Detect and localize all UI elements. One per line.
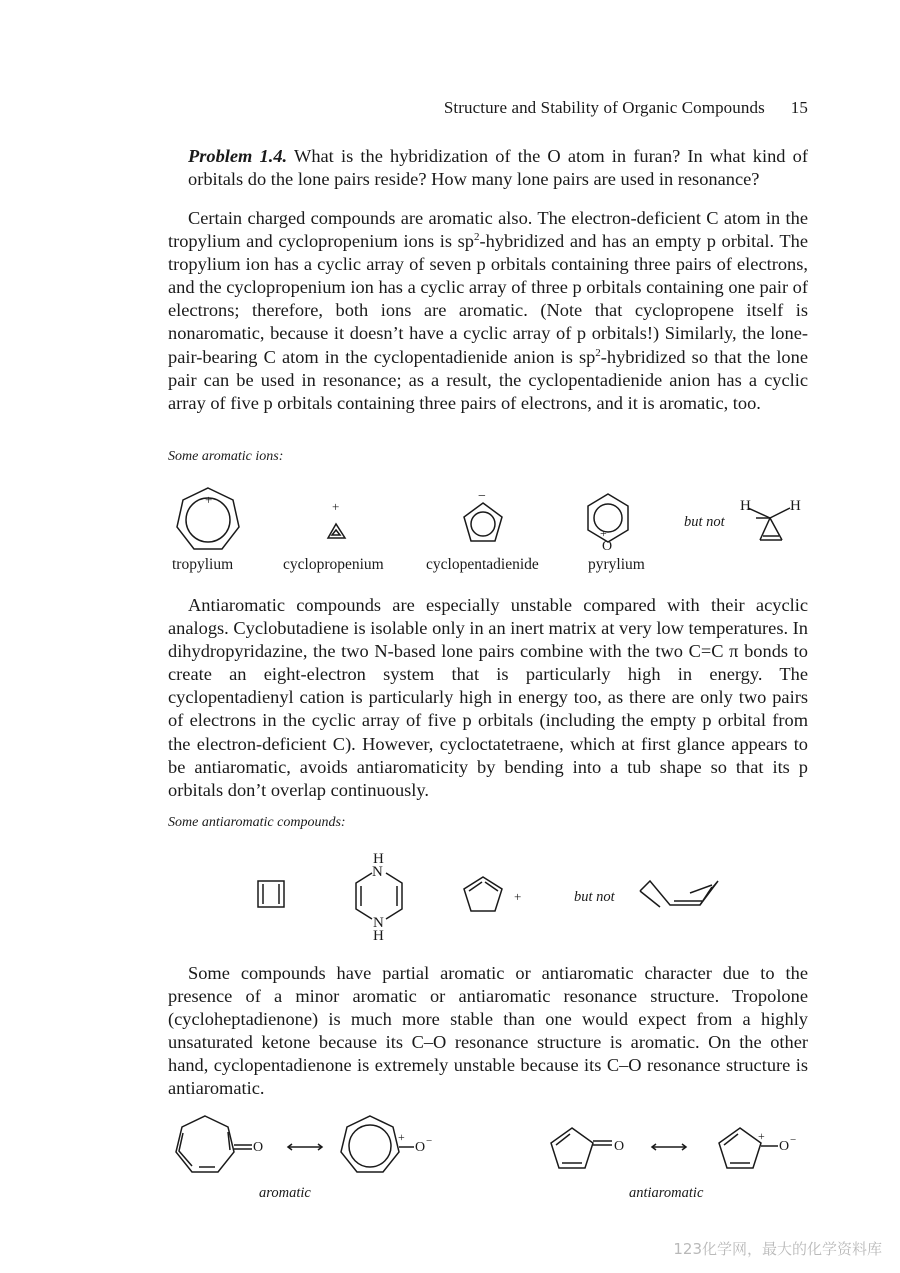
label-antiaromatic: antiaromatic (629, 1185, 704, 1201)
problem-text: What is the hybridization of the O atom in furan? In what kind of orbitals do the lone pairs reside? How many lone pairs are used in resonance? (188, 146, 808, 190)
page-number: 15 (790, 98, 808, 117)
para3-part-c: resonance structure is antiaromatic. (168, 1055, 808, 1099)
pyrylium-structure (588, 494, 628, 542)
cyclopentadienyl-oxide-plus: + (758, 1129, 765, 1143)
resonance-arrow-2 (652, 1144, 686, 1150)
tropylium-plus: + (205, 492, 213, 507)
para1-part-a: Certain charged compounds are aromatic also. The electron-deficient C atom in the tropylium and cyclopropenium ions is sp (168, 208, 808, 252)
label-cyclopentadienide: cyclopentadienide (426, 556, 539, 573)
paragraph-partial-character (168, 962, 808, 1101)
para3-part-a: Some compounds have partial aromatic or antiaromatic character due to the presence of a minor aromatic or antiaromatic resonance structure. Tropolone (cycloheptadienone) is much more stable than one would expect from a highly unsaturated ketone because its (168, 963, 808, 1053)
cyclopropenium-structure (328, 524, 345, 538)
label-tropylium: tropylium (172, 556, 234, 573)
resonance-arrow-1 (288, 1144, 322, 1150)
tropylium-oxide-minus: − (426, 1135, 433, 1147)
cyclopentadienone-oxygen: O (614, 1139, 625, 1154)
but-not-label: but not (684, 514, 725, 530)
cyclooctatetraene-tub-structure (640, 881, 718, 907)
para1-part-b: -hybridized and has an empty p orbital. The tropylium ion has a cyclic array of seven p orbitals containing three pairs of electrons, and the cyclopropenium ion has a cyclic array of three p orbitals containing one pair of electrons; therefore, both ions are aromatic. (Note that cyclopropene itself is nonaromatic, because it doesn’t have a cyclic array of p orbitals!) Similarly, the lone-pair-bearing C atom in the cyclopentadienide anion is sp (168, 231, 809, 367)
caption-aromatic-ions: Some aromatic ions: (168, 449, 284, 464)
watermark-text: 123化学网，最大的化学资料库 (673, 1240, 882, 1258)
cyclopropenium-plus: + (332, 499, 340, 514)
caption-antiaromatic: Some antiaromatic compounds: (168, 815, 346, 830)
cyclobutadiene-structure (258, 881, 284, 907)
problem-1-4 (188, 145, 808, 191)
cyclopropene-h-right: H (790, 498, 801, 514)
chapter-title: Structure and Stability of Organic Compounds (443, 98, 765, 117)
superscript-2: 2 (473, 230, 480, 243)
superscript-2: 2 (595, 346, 601, 359)
para3-part-b: resonance structure is aromatic. On the other hand, cyclopentadienone is extremely unstable because its (168, 1032, 809, 1076)
cyclopentadienide-structure (464, 503, 502, 541)
dihydropyrazine-h-top: H (373, 851, 384, 867)
dihydropyrazine-n-bottom: N (373, 915, 384, 931)
running-head (444, 98, 808, 118)
cyclopentadienyl-oxide-structure (719, 1128, 778, 1168)
cyclopentadienone-structure (551, 1128, 612, 1168)
co-bond-2: C–O (606, 1055, 642, 1076)
dihydropyrazine-n-top: N (372, 864, 383, 880)
label-pyrylium: pyrylium (588, 556, 645, 573)
tropone-oxygen: O (253, 1140, 264, 1155)
cyclopropene-structure (748, 508, 790, 540)
label-aromatic: aromatic (259, 1185, 311, 1201)
resonance-figure (0, 1110, 900, 1190)
cyclopentadienyl-oxide-minus: − (790, 1134, 797, 1146)
tropylium-oxide-oxygen: O (415, 1140, 426, 1155)
tropylium-oxide-structure (341, 1116, 414, 1172)
cyclopentadienyl-oxide-oxygen: O (779, 1139, 790, 1154)
paragraph-aromatic-ions (168, 207, 808, 415)
label-cyclopropenium: cyclopropenium (283, 556, 384, 573)
cyclopentadienide-minus: − (478, 489, 486, 504)
cyclopropene-h-left: H (740, 498, 751, 514)
cyclopentadienyl-cation-structure (464, 877, 502, 911)
pyrylium-oxygen: O (602, 539, 613, 554)
tropylium-oxide-plus: + (398, 1130, 405, 1144)
paragraph-antiaromatic: Antiaromatic compounds are especially unstable compared with their acyclic analogs. Cyclobutadiene is isolable only in an inert matrix at very low temperatures. In dihydropyridazine, the two N-based lone pairs combine with the two C=C π bonds to create an eight-electron system that is particularly high in energy. The cyclopentadienyl cation is particularly high in energy too, as there are only two pairs of electrons in the cyclic array of five p orbitals (including the empty p orbital from the electron-deficient C). However, cycloctatetraene, which at first glance appears to be antiaromatic, avoids antiaromaticity by bending into a tub shape so that its p orbitals don’t overlap continuously. (168, 595, 808, 800)
problem-label: Problem 1.4. (188, 146, 288, 166)
aromatic-ions-figure (0, 478, 900, 598)
cyclopentadienyl-plus: + (514, 889, 522, 904)
co-bond-1: C–O (411, 1032, 447, 1053)
pyrylium-plus: + (600, 526, 607, 540)
but-not-label-2: but not (574, 889, 615, 905)
para1-part-c: -hybridized so that the lone pair can be used in resonance; as a result, the cyclopentadienide anion has a cyclic array of five p orbitals containing three pairs of electrons, and it is aromatic, too. (168, 346, 808, 413)
dihydropyrazine-h-bottom: H (373, 928, 384, 944)
antiaromatic-figure (0, 843, 900, 943)
tropone-structure (176, 1116, 252, 1172)
